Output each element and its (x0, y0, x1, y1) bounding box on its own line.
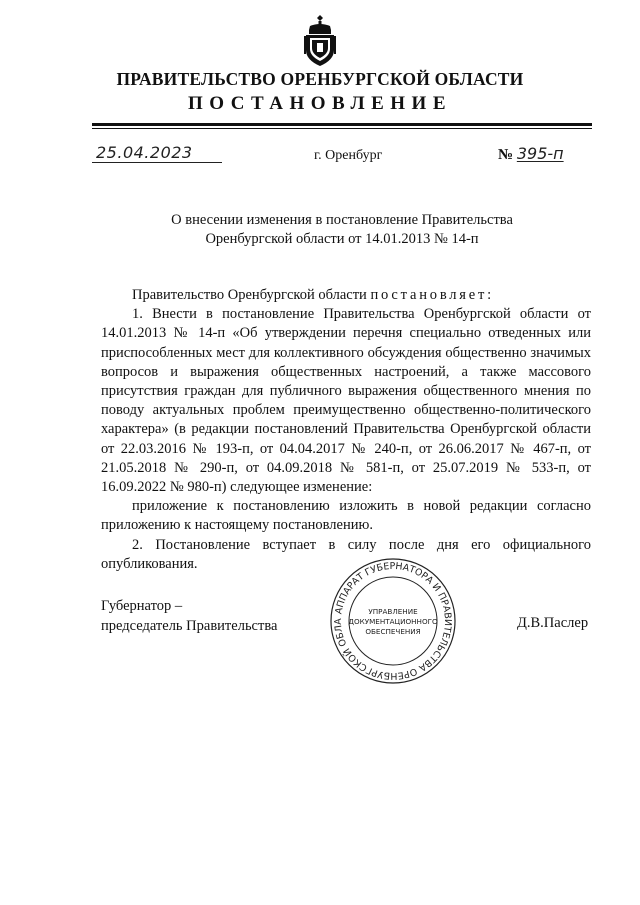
header-rule-thick (92, 123, 592, 126)
position-line-1: Губернатор – (101, 598, 183, 614)
subject-line-2: Оренбургской области от 14.01.2013 № 14-п (205, 231, 479, 247)
signatory-name: Д.В.Паслер (517, 615, 589, 631)
document-body (101, 286, 591, 574)
date-underline (92, 162, 222, 163)
document-number (498, 144, 564, 164)
header-rule-thin (92, 128, 592, 129)
number-sign: № (498, 147, 514, 163)
document-city: г. Оренбург (314, 148, 383, 163)
seal-inner-line-3: ОБЕСПЕЧЕНИЯ (365, 627, 421, 636)
subject-line-1: О внесении изменения в постановление Правительства (171, 212, 513, 228)
seal-inner-line-1: УПРАВЛЕНИЕ (368, 607, 418, 616)
preamble-verb: постановляет: (370, 287, 494, 303)
item-2: 2. Постановление вступает в силу после дня его официального опубликования. (101, 536, 591, 572)
organization-title: ПРАВИТЕЛЬСТВО ОРЕНБУРГСКОЙ ОБЛАСТИ (116, 69, 524, 89)
preamble (101, 286, 591, 305)
seal-inner-line-2: ДОКУМЕНТАЦИОННОГО (348, 617, 438, 626)
preamble-start: Правительство Оренбургской области (132, 287, 367, 303)
seal-outer-text: АППАРАТ ГУБЕРНАТОРА И ПРАВИТЕЛЬСТВА ОРЕНБУРГСКОЙ ОБЛА (332, 560, 454, 682)
official-seal-stamp (328, 556, 458, 686)
position-line-2: председатель Правительства (101, 618, 278, 634)
number-value: 395-п (516, 144, 564, 163)
coat-of-arms-icon (302, 14, 338, 68)
document-date: 25.04.2023 (96, 143, 193, 162)
document-subject (92, 211, 592, 249)
item-1-sub: приложение к постановлению изложить в новой редакции согласно приложению к настоящему постановлению. (101, 498, 591, 534)
item-1: 1. Внести в постановление Правительства Оренбургской области от 14.01.2013 № 14-п «Об утверждении перечня специально отведенных или приспособленных мест для коллективного обсуждения общественно значимых вопросов и выражения общественных настроений, а также массового присутствия граждан для публичного выражения общественного мнения по поводу актуальных проблем преимущественно общественно-политического характера» (в редакции постановлений Правительства Оренбургской области от 22.03.2016 № 193-п, от 04.04.2017 № 240-п, от 26.06.2017 № 467-п, от 21.05.2018 № 290-п, от 04.09.2018 № 581-п, от 25.07.2019 № 533-п, от 16.09.2022 № 980-п) следующее изменение: (101, 306, 591, 496)
signatory-position (101, 596, 277, 636)
document-type: ПОСТАНОВЛЕНИЕ (187, 93, 453, 114)
